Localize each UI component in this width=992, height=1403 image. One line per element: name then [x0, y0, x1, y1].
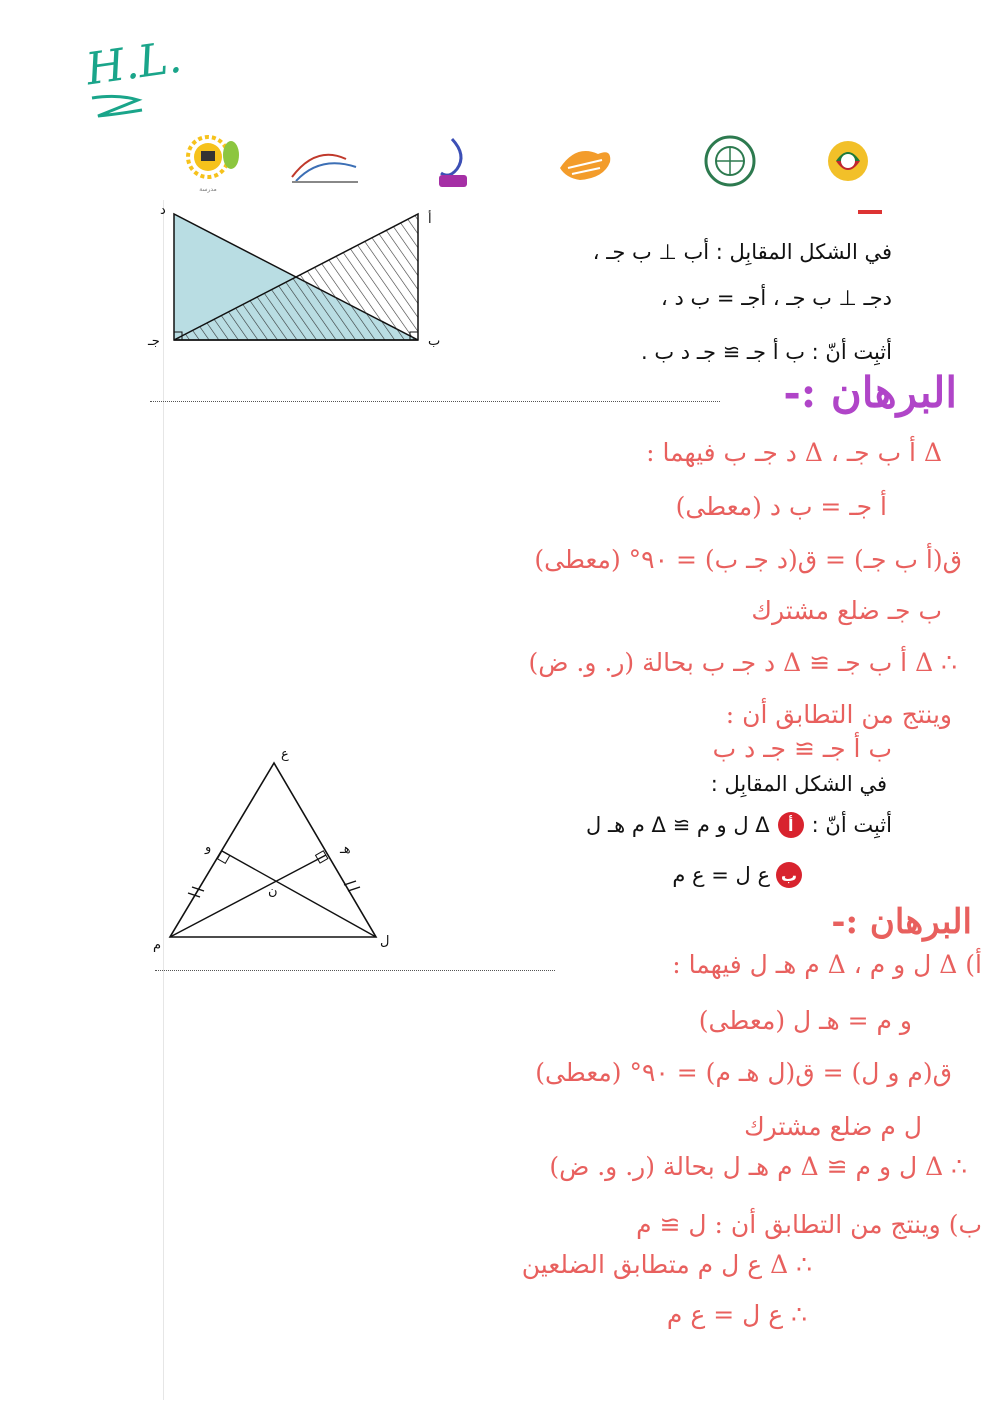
proof2-line: و م = هـ ل (معطى)	[698, 1006, 912, 1035]
ministry-badge-logo	[412, 132, 492, 194]
problem2-statement-a: Δ ل و م ≅ Δ م هـ ل	[586, 813, 770, 837]
red-dash-mark	[858, 210, 882, 214]
proof1-title: البرهان :-	[783, 368, 957, 417]
corner-mark: H.L.	[82, 31, 185, 96]
fig2-label-right-mid: هـ	[340, 842, 351, 857]
orange-bird-logo	[545, 132, 625, 194]
proof1-line: ب أ جـ ≅ جـ د ب	[712, 734, 892, 763]
institute-logo	[285, 132, 365, 194]
kuwait-emblem-logo	[808, 132, 888, 194]
divider-2	[155, 970, 555, 971]
problem1-line1: في الشكل المقابِل : أب ⊥ ب جـ ،	[592, 240, 892, 264]
proof2-line: ل م ضلع مشترك	[744, 1112, 922, 1141]
proof2-title: البرهان :-	[831, 902, 972, 942]
proof2-line: ∴ Δ ل و م ≅ Δ م هـ ل بحالة (ر. و. ض)	[549, 1152, 967, 1181]
problem2-line1: في الشكل المقابِل :	[710, 772, 887, 796]
problem2-statement-b: ع ل = ع م	[672, 863, 770, 887]
proof1-line: Δ أ ب جـ ، Δ د جـ ب فيهما :	[646, 438, 942, 467]
proof2-line: أ) Δ ل و م ، Δ م هـ ل فيهما :	[672, 950, 982, 979]
problem2-line2	[586, 812, 892, 838]
fig1-label-b: ب	[428, 334, 441, 349]
badge-b: ب	[776, 862, 802, 888]
proof2-line: ∴ Δ ع ل م متطابق الضلعين	[521, 1250, 812, 1279]
fig2-label-right-bottom: ل	[380, 934, 390, 949]
problem2-line3	[672, 862, 802, 888]
proof2-line: ق(م و ل) = ق(ل هـ م) = ٩٠° (معطى)	[535, 1058, 952, 1087]
fig1-label-d: د	[160, 203, 166, 218]
problem1-line2: دجـ ⊥ ب جـ ، أجـ = ب د ،	[661, 286, 892, 310]
corner-swoosh-icon	[88, 92, 148, 122]
fig2-label-center: ن	[268, 884, 278, 899]
proof1-line: وينتج من التطابق أن :	[725, 700, 952, 729]
problem2-prefix: أثبِت أنّ :	[811, 813, 892, 837]
proof1-line: أ جـ = ب د (معطى)	[675, 492, 887, 521]
proof1-line: ب جـ ضلع مشترك	[751, 596, 942, 625]
problem1-figure	[140, 200, 450, 360]
fig1-label-c: جـ	[148, 334, 160, 349]
fig2-label-top: ع	[281, 747, 289, 762]
globe-seal-logo	[690, 132, 770, 194]
problem2-figure	[150, 755, 400, 955]
fig2-label-left-mid: و	[205, 840, 212, 855]
sunflower-school-logo: مدرسة	[168, 132, 248, 194]
fig2-label-left-bottom: م	[153, 938, 162, 953]
proof1-line: ∴ Δ أ ب جـ ≅ Δ د جـ ب بحالة (ر. و. ض)	[528, 648, 957, 677]
problem1-line3: أثبِت أنّ : ب أ جـ ≅ جـ د ب .	[641, 340, 892, 364]
proof1-line: ق(أ ب جـ) = ق(د جـ ب) = ٩٠° (معطى)	[534, 545, 962, 574]
fig1-label-a: أ	[428, 212, 432, 227]
badge-a: أ	[778, 812, 804, 838]
proof2-line: ب) وينتج من التطابق أن : ل ≅ م	[636, 1210, 982, 1239]
divider-1	[150, 401, 720, 402]
proof2-line: ∴ ع ل = ع م	[666, 1300, 807, 1329]
